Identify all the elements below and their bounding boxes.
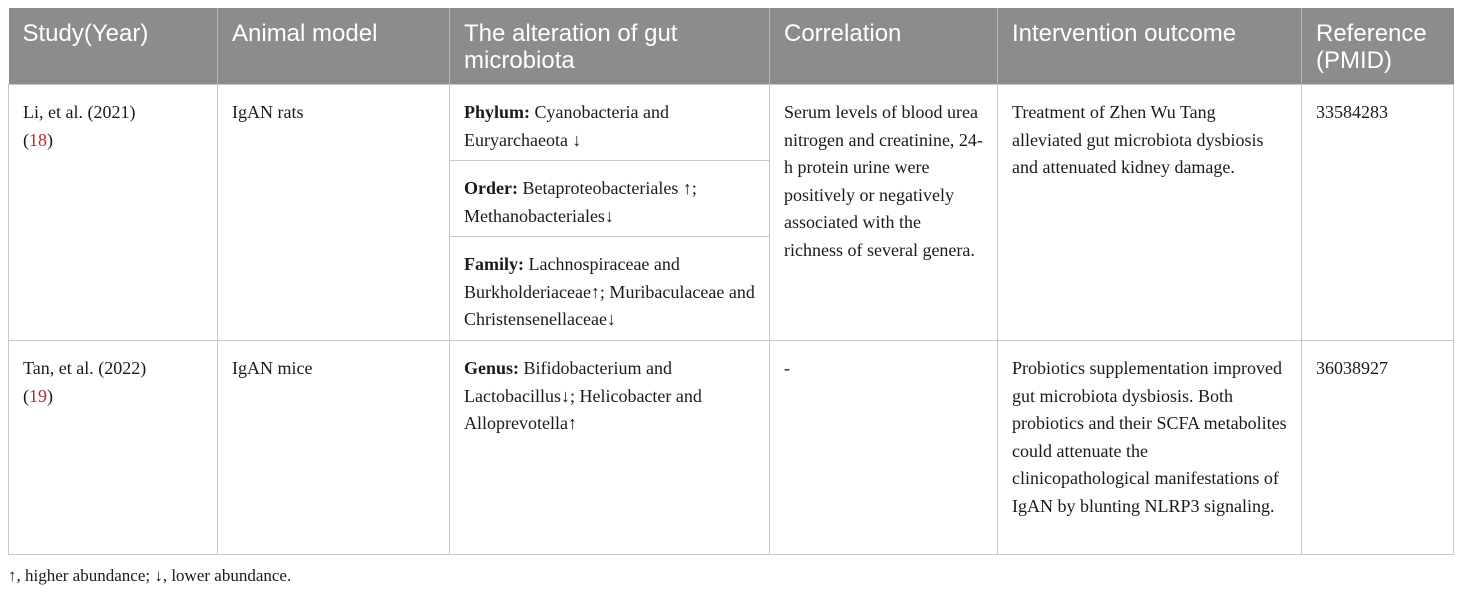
taxon-level-label: Phylum:	[464, 102, 531, 122]
ref-paren-open: (	[23, 129, 29, 150]
correlation-cell: -	[770, 341, 998, 555]
table-row	[9, 85, 1454, 341]
taxon-text: Lachnospiraceae and Burkholderiaceae↑; Muribaculaceae and Christensenellaceae↓	[464, 254, 755, 329]
animal-model-cell: IgAN rats	[218, 85, 450, 341]
taxon-level-label: Family:	[464, 254, 524, 274]
study-cell	[9, 85, 218, 341]
ref-paren-close: )	[47, 385, 53, 406]
citation-link[interactable]: 19	[29, 385, 47, 406]
ref-paren-open: (	[23, 385, 29, 406]
taxon-level-label: Genus:	[464, 358, 520, 378]
animal-model-cell: IgAN mice	[218, 341, 450, 555]
taxon-text: Betaproteobacteriales ↑; Methanobacteriales↓	[464, 178, 697, 226]
table-footnote: ↑, higher abundance; ↓, lower abundance.	[8, 566, 292, 585]
header-row	[9, 8, 1454, 85]
alteration-cell	[450, 341, 770, 555]
outcome-cell: Treatment of Zhen Wu Tang alleviated gut microbiota dysbiosis and attenuated kidney damage.	[998, 85, 1302, 341]
table-row	[9, 341, 1454, 555]
microbiota-table-container	[8, 8, 1453, 555]
taxon-text: Cyanobacteria and Euryarchaeota ↓	[464, 102, 669, 150]
header-study-year: Study(Year)	[9, 8, 218, 85]
taxon-level-label: Order:	[464, 178, 518, 198]
alteration-item	[450, 237, 769, 340]
alteration-item	[450, 161, 769, 237]
header-correlation: Correlation	[770, 8, 998, 85]
microbiota-table	[8, 8, 1454, 555]
outcome-cell: Probiotics supplementation improved gut microbiota dysbiosis. Both probiotics and their SCFA metabolites could attenuate the clinicopathological manifestations of IgAN by blunting NLRP3 signaling.	[998, 341, 1302, 555]
header-animal-model: Animal model	[218, 8, 450, 85]
pmid-cell: 36038927	[1302, 341, 1454, 555]
header-intervention-outcome: Intervention outcome	[998, 8, 1302, 85]
study-cell	[9, 341, 218, 555]
alteration-cell	[450, 85, 770, 341]
citation-link[interactable]: 18	[29, 129, 47, 150]
header-reference: Reference (PMID)	[1302, 8, 1454, 85]
ref-paren-close: )	[47, 129, 53, 150]
taxon-text: Bifidobacterium and Lactobacillus↓; Helicobacter and Alloprevotella↑	[464, 358, 702, 433]
alteration-item	[450, 85, 769, 161]
correlation-cell: Serum levels of blood urea nitrogen and creatinine, 24-h protein urine were positively or negatively associated with the richness of several genera.	[770, 85, 998, 341]
study-text: Li, et al. (2021)	[23, 102, 136, 122]
study-text: Tan, et al. (2022)	[23, 358, 147, 378]
header-alteration: The alteration of gut microbiota	[450, 8, 770, 85]
pmid-cell: 33584283	[1302, 85, 1454, 341]
